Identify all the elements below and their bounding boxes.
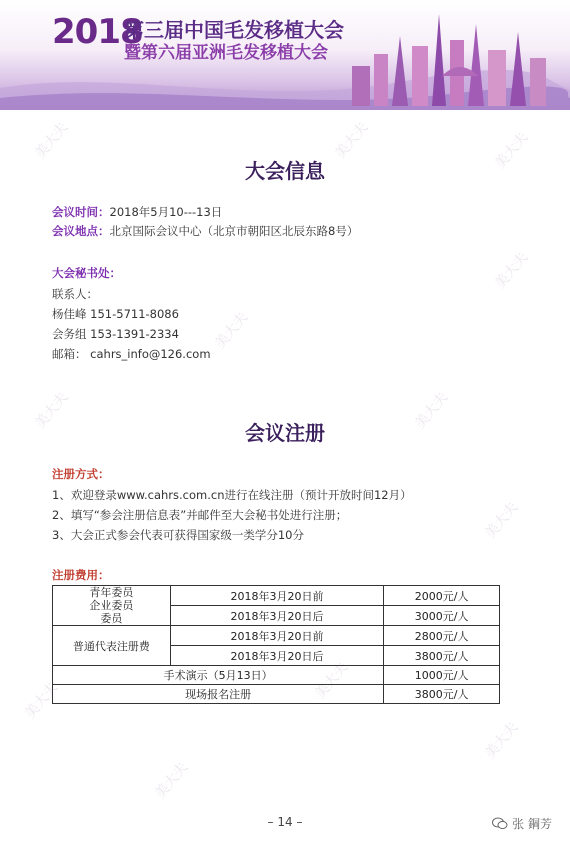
watermark: 美大夫 bbox=[492, 249, 532, 292]
fee-period: 2018年3月20日后 bbox=[170, 646, 384, 666]
wechat-icon bbox=[492, 817, 508, 830]
fee-amount: 2000元/人 bbox=[384, 586, 500, 606]
watermark: 美大夫 bbox=[482, 499, 522, 542]
contact-phone-1: 杨佳峰 151-5711-8086 bbox=[52, 307, 179, 321]
watermark: 美大夫 bbox=[32, 119, 72, 162]
watermark: 美大夫 bbox=[22, 679, 62, 722]
watermark: 美大夫 bbox=[482, 719, 522, 762]
banner-title-line1: 第三届中国毛发移植大会 bbox=[124, 18, 344, 42]
banner-year: 2018 bbox=[52, 12, 143, 52]
contact-email: 邮箱： cahrs_info@126.com bbox=[52, 347, 211, 361]
table-row bbox=[53, 685, 500, 704]
meeting-venue-label: 会议地点： bbox=[52, 224, 110, 238]
fee-period: 2018年3月20日前 bbox=[170, 626, 384, 646]
header-banner bbox=[0, 0, 570, 110]
registration-method-3: 3、大会正式参会代表可获得国家级一类学分10分 bbox=[52, 528, 304, 542]
fee-amount: 3000元/人 bbox=[384, 606, 500, 626]
watermark: 美大夫 bbox=[152, 759, 192, 802]
surgery-demo-category: 手术演示（5月13日） bbox=[53, 666, 384, 685]
fee-amount: 3800元/人 bbox=[384, 685, 500, 704]
watermark: 美大夫 bbox=[32, 389, 72, 432]
fee-amount: 1000元/人 bbox=[384, 666, 500, 685]
document-page bbox=[0, 110, 570, 855]
secretariat-label: 大会秘书处： bbox=[52, 266, 121, 280]
watermark: 美大夫 bbox=[332, 119, 372, 162]
watermark: 美大夫 bbox=[212, 309, 252, 352]
watermark: 美大夫 bbox=[312, 659, 352, 702]
fee-amount: 2800元/人 bbox=[384, 626, 500, 646]
watermark: 美大夫 bbox=[412, 389, 452, 432]
registration-fee-label: 注册费用： bbox=[52, 568, 110, 582]
contact-label: 联系人： bbox=[52, 287, 98, 301]
meeting-time-value: 2018年5月10---13日 bbox=[109, 205, 223, 219]
table-row bbox=[53, 666, 500, 685]
registration-method-2: 2、填写“参会注册信息表”并邮件至大会秘书处进行注册； bbox=[52, 508, 348, 522]
page-number: – 14 – bbox=[267, 815, 303, 829]
fee-amount: 3800元/人 bbox=[384, 646, 500, 666]
contact-phone-2: 会务组 153-1391-2334 bbox=[52, 327, 179, 341]
meeting-time-label: 会议时间： bbox=[52, 205, 110, 219]
meeting-venue-value: 北京国际会议中心（北京市朝阳区北辰东路8号） bbox=[109, 224, 359, 238]
fee-period: 2018年3月20日前 bbox=[170, 586, 384, 606]
registration-method-label: 注册方式： bbox=[52, 467, 110, 481]
conference-info-title: 大会信息 bbox=[245, 159, 325, 183]
general-delegate-category: 普通代表注册费 bbox=[53, 626, 171, 666]
wechat-account-name: 张 鋼芳 bbox=[512, 817, 552, 831]
meeting-venue-row bbox=[52, 223, 358, 239]
wechat-attribution bbox=[492, 815, 552, 832]
fee-period: 2018年3月20日后 bbox=[170, 606, 384, 626]
table-row bbox=[53, 626, 500, 646]
onsite-registration-category: 现场报名注册 bbox=[53, 685, 384, 704]
meeting-time-row bbox=[52, 204, 222, 220]
registration-method-1: 1、欢迎登录www.cahrs.com.cn进行在线注册（预计开放时间12月） bbox=[52, 488, 412, 502]
banner-title-line2: 暨第六届亚洲毛发移植大会 bbox=[124, 43, 328, 63]
registration-fee-table bbox=[52, 585, 500, 704]
city-skyline-graphic bbox=[342, 6, 562, 106]
registration-title: 会议注册 bbox=[245, 421, 325, 445]
watermark: 美大夫 bbox=[492, 129, 532, 172]
committee-member-category: 青年委员 企业委员 委员 bbox=[53, 586, 171, 626]
table-row bbox=[53, 586, 500, 606]
